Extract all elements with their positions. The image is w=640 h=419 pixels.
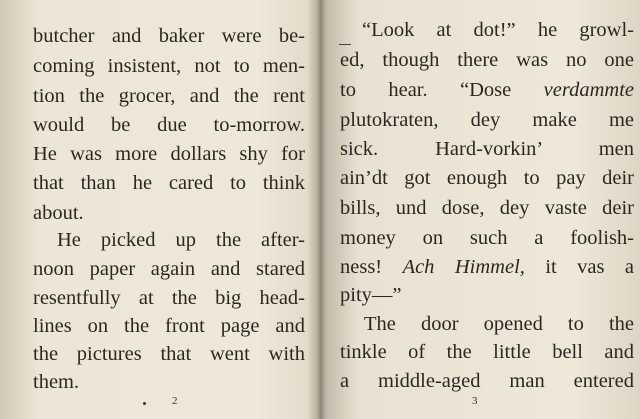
text-line: He was more dollars shy for [33,143,305,165]
text-line: butcher and baker were be- [33,25,305,47]
text-line: about. [33,202,84,224]
italic-word: verdammte [543,79,634,101]
text-line: lines on the front page and [33,315,305,337]
text-line: tinkle of the little bell and [340,341,634,363]
text-line: a middle-aged man entered [340,370,634,392]
ink-mark [339,44,351,45]
right-page [322,0,640,419]
text-line: He picked up the after- [57,229,305,251]
italic-phrase: Ach Himmel, [402,256,525,278]
text-line: that than he cared to think [33,172,305,194]
text-line: coming insistent, not to men- [33,55,305,77]
text-line: plutokraten, dey make me [340,109,634,131]
page-number: 3 [472,395,478,407]
left-page [0,0,318,419]
text-line: noon paper again and stared [33,258,305,280]
ink-speck [143,402,146,405]
text-line: ed, though there was no one [340,49,634,71]
text-line: The door opened to the [364,313,634,335]
text-run: ness! [340,256,403,278]
page-number: 2 [172,395,178,407]
text-line: them. [33,371,80,393]
text-line: resentfully at the big head- [33,287,305,309]
text-line: sick. Hard-vorkin’ men [340,138,634,160]
text-run: to hear. “Dose [340,79,544,101]
text-line: bills, und dose, dey vaste deir [340,197,634,219]
text-line: ain’dt got enough to pay deir [340,167,634,189]
text-line: pity—” [340,284,402,306]
text-line: tion the grocer, and the rent [33,85,305,107]
text-run: it vas a [524,256,634,278]
text-line [340,255,634,279]
text-line: “Look at dot!” he growl- [362,19,634,41]
text-line [340,78,634,102]
text-line: would be due to-morrow. [33,114,305,136]
text-line: money on such a foolish- [340,227,634,249]
text-line: the pictures that went with [33,343,305,365]
